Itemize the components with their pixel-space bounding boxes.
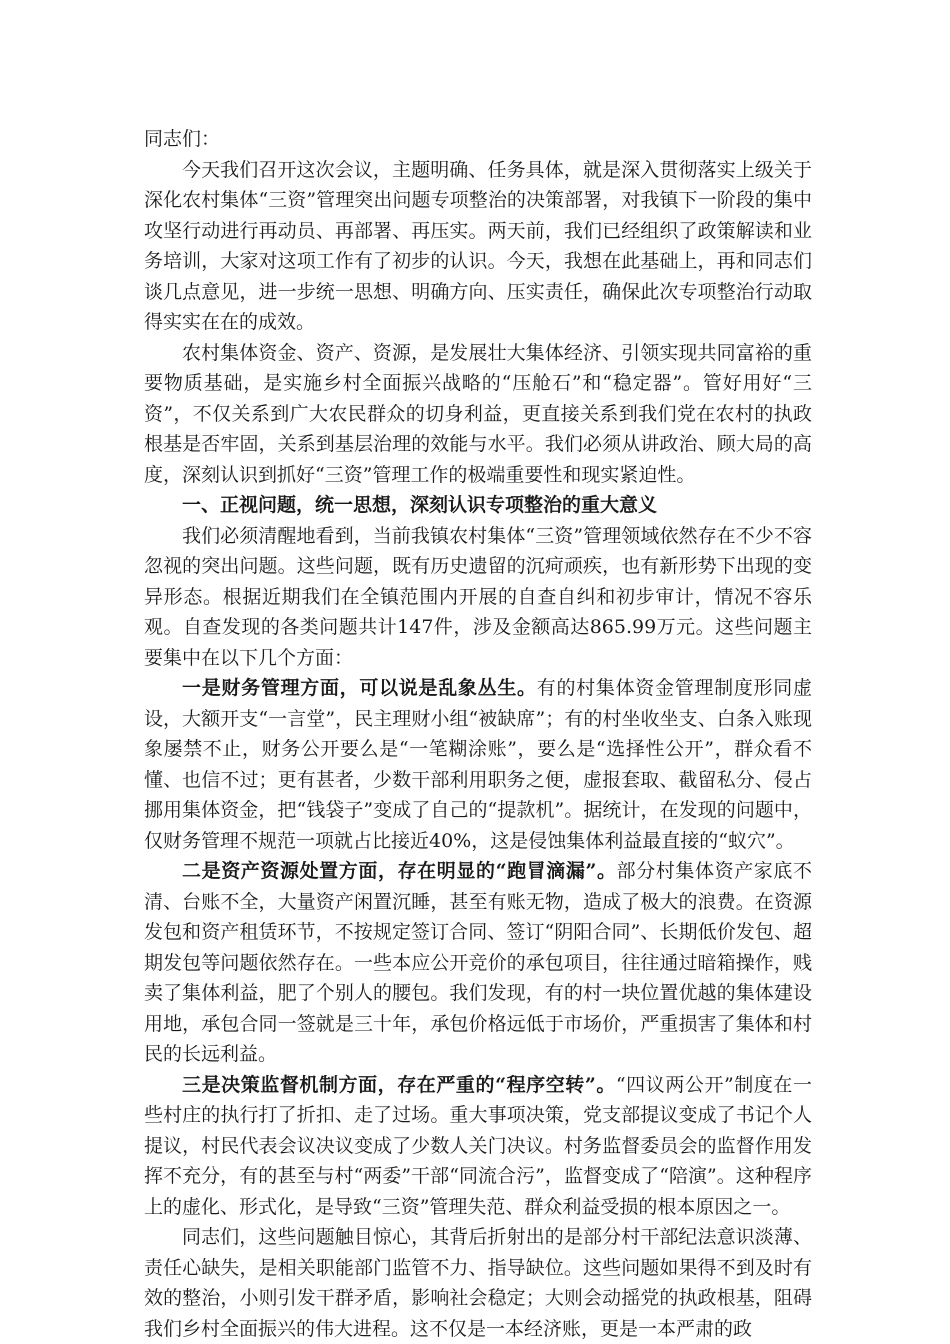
document-body xyxy=(144,124,812,1344)
point-lead-1: 一是财务管理方面，可以说是乱象丛生。 xyxy=(182,677,537,699)
point-paragraph-1 xyxy=(144,673,812,856)
point-text-1: 有的村集体资金管理制度形同虚设，大额开支“一言堂”，民主理财小组“被缺席”；有的村坐收坐支、白条入账现象屡禁不止，财务公开要么是“一笔糊涂账”，要么是“选择性公开”，群众看不懂、也信不过；更有甚者，少数干部利用职务之便，虚报套取、截留私分、侵占挪用集体资金，把“钱袋子”变成了自己的“提款机”。据统计，在发现的问题中，仅财务管理不规范一项就占比接近40%，这是侵蚀集体利益最直接的“蚁穴”。 xyxy=(144,677,812,852)
salutation: 同志们： xyxy=(144,128,221,150)
point-text-3: “四议两公开”制度在一些村庄的执行打了折扣、走了过场。重大事项决策，党支部提议变成了书记个人提议，村民代表会议决议变成了少数人关门决议。村务监督委员会的监督作用发挥不充分，有的甚至与村“两委”干部“同流合污”，监督变成了“陪演”。这种程序上的虚化、形式化，是导致“三资”管理失范、群众利益受损的根本原因之一。 xyxy=(144,1073,813,1218)
point-lead-3: 三是决策监督机制方面，存在严重的“程序空转”。 xyxy=(182,1073,616,1096)
section-1-paragraph: 我们必须清醒地看到，当前我镇农村集体“三资”管理领域依然存在不少不容忽视的突出问题。这些问题，既有历史遗留的沉疴顽疾，也有新形势下出现的变异形态。根据近期我们在全镇范围内开展的自查自纠和初步审计，情况不容乐观。自查发现的各类问题共计147件，涉及金额高达865.99万元。这些问题主要集中在以下几个方面： xyxy=(144,524,812,669)
intro-paragraph-2: 农村集体资金、资产、资源，是发展壮大集体经济、引领实现共同富裕的重要物质基础，是实施乡村全面振兴战略的“压舱石”和“稳定器”。管好用好“三资”，不仅关系到广大农民群众的切身利益，更直接关系到我们党在农村的执政根基是否牢固，关系到基层治理的效能与水平。我们必须从讲政治、顾大局的高度，深刻认识到抓好“三资”管理工作的极端重要性和现实紧迫性。 xyxy=(144,341,812,486)
point-paragraph-3 xyxy=(144,1070,812,1223)
closing-paragraph: 同志们，这些问题触目惊心，其背后折射出的是部分村干部纪法意识淡薄、责任心缺失，是相关职能部门监管不力、指导缺位。这些问题如果得不到及时有效的整治，小则引发干群矛盾，影响社会稳定；大则会动摇党的执政根基，阻碍我们乡村全面振兴的伟大进程。这不仅是一本经济账，更是一本严肃的政 xyxy=(144,1226,812,1340)
intro-paragraph-1: 今天我们召开这次会议，主题明确、任务具体，就是深入贯彻落实上级关于深化农村集体“三资”管理突出问题专项整治的决策部署，对我镇下一阶段的集中攻坚行动进行再动员、再部署、再压实。两天前，我们已经组织了政策解读和业务培训，大家对这项工作有了初步的认识。今天，我想在此基础上，再和同志们谈几点意见，进一步统一思想、明确方向、压实责任，确保此次专项整治行动取得实实在在的成效。 xyxy=(144,158,812,333)
point-paragraph-2 xyxy=(144,856,812,1070)
section-heading-1: 一、正视问题，统一思想，深刻认识专项整治的重大意义 xyxy=(182,494,658,516)
point-text-2: 部分村集体资产家底不清、台账不全，大量资产闲置沉睡，甚至有账无物，造成了极大的浪费。在资源发包和资产租赁环节，不按规定签订合同、签订“阴阳合同”、长期低价发包、超期发包等问题依然存在。一些本应公开竞价的承包项目，往往通过暗箱操作，贱卖了集体利益，肥了个别人的腰包。我们发现，有的村一块位置优越的集体建设用地，承包合同一签就是三十年，承包价格远低于市场价，严重损害了集体和村民的长远利益。 xyxy=(144,860,812,1065)
point-lead-2: 二是资产资源处置方面，存在明显的“跑冒滴漏”。 xyxy=(182,860,617,882)
